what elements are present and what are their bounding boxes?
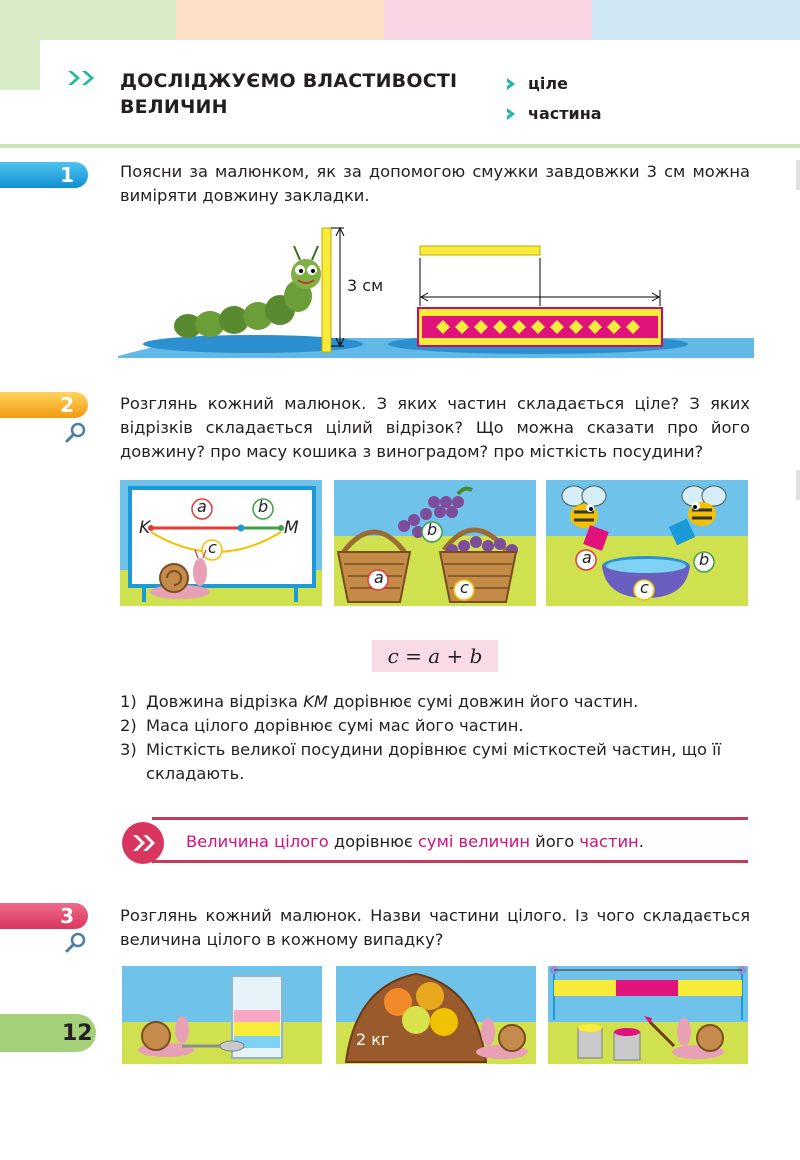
header-band-green [0,0,176,40]
rule-top-line [152,817,748,820]
basket-label-a: a [374,568,384,587]
page-title-line2: ВЕЛИЧИН [120,96,228,118]
arrow-right-icon [506,107,516,121]
list-text-part: Довжина відрізка [146,692,304,711]
list-number: 2) [120,716,137,735]
apples-picture [336,966,536,1064]
rule-plain: дорівнює [328,832,418,851]
page-title-line1: ДОСЛІДЖУЄМО ВЛАСТИВОСТІ [120,70,458,92]
list-text-part: дорівнює сумі довжин його частин. [327,692,639,711]
header-band-pink [384,0,592,40]
task-number-tab [0,162,88,188]
page-number-tab [0,1014,96,1052]
list-text: Маса цілого дорівнює сумі мас його частин. [146,716,524,735]
segment-name: KM [303,692,328,711]
magnifier-icon [64,420,88,444]
paint-can-image [578,1024,602,1058]
bookmark-image [418,308,662,346]
rule-highlight: частин [579,832,639,851]
rule-highlight: Величина цілого [186,832,329,851]
measure-label: 3 см [347,276,384,295]
paint-can-image [614,1028,640,1060]
header-band-orange [176,0,384,40]
rule-plain: . [638,832,644,851]
list-item [120,690,760,714]
caterpillar-image [174,246,321,338]
list-item [120,714,760,738]
task1-illustration [118,220,754,360]
magnifier-icon [64,930,88,954]
glass-picture [122,966,322,1064]
keyword-part [506,104,602,123]
segment-picture [120,480,322,606]
task1-text: Поясни за малюнком, як за допомогою смужки завдовжки 3 см можна виміряти довжину закладки. [120,162,750,205]
double-arrow-icon [66,70,106,86]
baskets-picture [334,480,536,606]
task-number: 2 [60,393,74,417]
rule-text [186,832,644,851]
arrow-right-icon [506,77,516,91]
segment-label-c: c [208,538,217,557]
list-text [146,690,638,714]
task-number: 3 [60,904,74,928]
keyword-whole [506,74,568,93]
bag-weight-label: 2 кг [356,1030,390,1049]
page-title [120,68,480,120]
point-label-k: K [139,518,151,538]
page-number: 12 [62,1020,93,1046]
task3-text: Розглянь кожний малюнок. Назви частини цілого. Із чого складається величина цілого в кожному випадку? [120,906,750,949]
header-band-blue [592,0,800,40]
header-underline [0,144,800,148]
formula-box: c = a + b [372,640,498,672]
list-number: 1) [120,692,137,711]
list-text: Місткість великої посудини дорівнює сумі місткостей частин, що її складають. [146,740,722,783]
vessel-label-a: a [582,548,592,567]
properties-list [120,690,760,786]
segment-label-a: a [197,497,207,516]
rule-bottom-line [152,860,748,863]
task-number-tab [0,903,88,929]
vessel-label-c: c [640,578,649,597]
keyword-label: частина [528,104,602,123]
basket-label-b: b [427,520,438,539]
basket-label-c: c [460,578,469,597]
task-number-tab [0,392,88,418]
margin-marker [796,470,800,500]
task-number: 1 [60,163,74,187]
list-number: 3) [120,740,137,759]
rule-arrow-icon [120,820,166,866]
header-left-strip [0,40,40,90]
point-label-m: M [284,518,299,538]
vessel-label-b: b [699,550,710,569]
keyword-label: ціле [528,74,568,93]
task2-text: Розглянь кожний малюнок. З яких частин складається ціле? З яких відрізків складається цілий відрізок? Що можна сказати про його довжину? про масу кошика з виноградом? про місткість посудини? [120,394,750,461]
segment-label-b: b [258,497,269,516]
rule-highlight: сумі величин [417,832,530,851]
list-item [120,738,760,786]
margin-marker [796,160,800,190]
rule-plain: його [530,832,580,851]
paint-picture [548,966,748,1064]
